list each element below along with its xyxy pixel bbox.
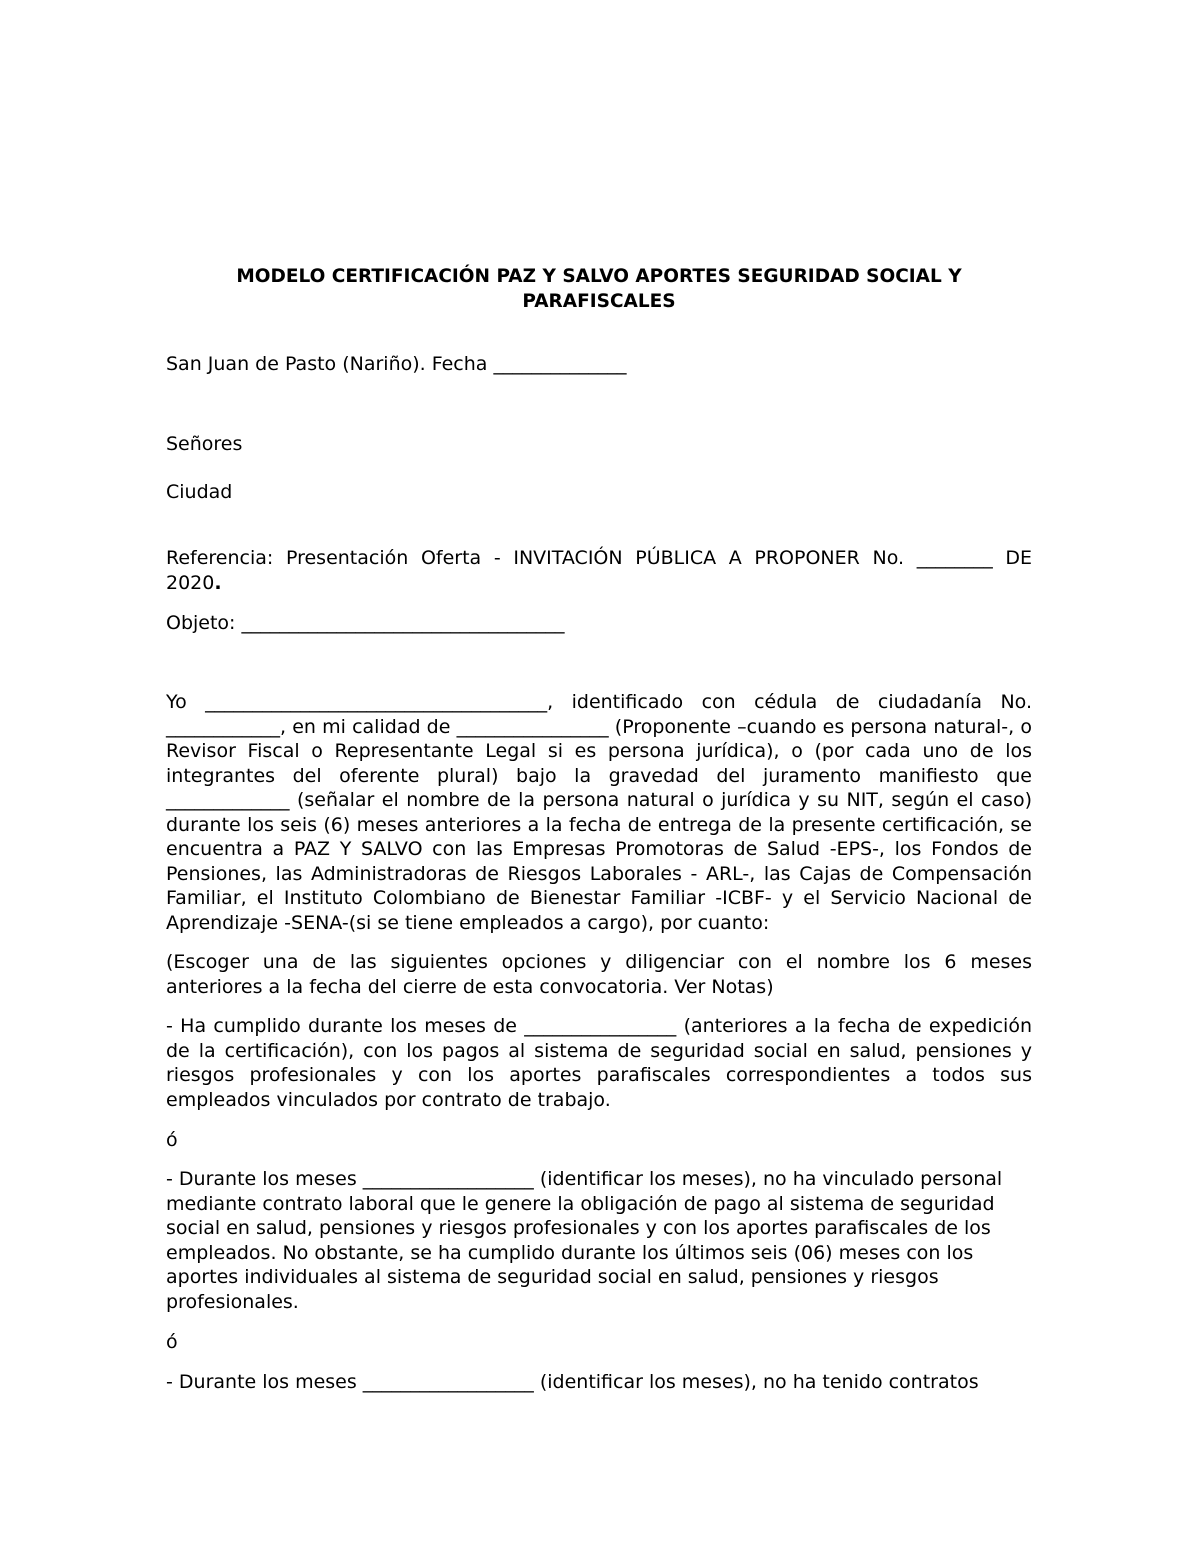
or-separator-1: ó (166, 1129, 178, 1151)
reference-period: . (214, 571, 222, 594)
reference-paragraph (166, 546, 1032, 595)
reference-line-2 (166, 571, 1032, 596)
title-line-2: PARAFISCALES (522, 291, 676, 312)
instruction-paragraph: (Escoger una de las siguientes opciones y diligenciar con el nombre los 6 meses anteriores a la fecha del cierre de esta convocatoria. Ver Notas) (166, 951, 1032, 998)
reference-line-1: Referencia: Presentación Oferta - INVITACIÓN PÚBLICA A PROPONER No. ________ DE (166, 547, 1032, 569)
option-2-paragraph: - Durante los meses __________________ (identificar los meses), no ha vinculado personal mediante contrato laboral que le genere la obligación de pago al sistema de seguridad social en salud, pensiones y riesgos profesionales y con los aportes parafiscales de los empleados. No obstante, se ha cumplido durante los últimos seis (06) meses con los aportes individuales al sistema de seguridad social en salud, pensiones y riesgos profesionales. (166, 1168, 1003, 1313)
object-line: Objeto: __________________________________ (166, 612, 565, 634)
or-separator-2: ó (166, 1331, 178, 1353)
recipient-line: Señores (166, 433, 243, 455)
document-title (166, 264, 1032, 314)
city-line: Ciudad (166, 481, 233, 503)
declaration-paragraph: Yo ____________________________________, identificado con cédula de ciudadanía No. ____________, en mi calidad de ________________ (Proponente –cuando es persona natural-, o Revisor Fiscal o Representante Legal si es persona jurídica), o (por cada uno de los integrantes del oferente plural) bajo la gravedad del juramento manifiesto que _____________ (señalar el nombre de la persona natural o jurídica y su NIT, según el caso) durante los seis (6) meses anteriores a la fecha de entrega de la presente certificación, se encuentra a PAZ Y SALVO con las Empresas Promotoras de Salud -EPS-, los Fondos de Pensiones, las Administradoras de Riesgos Laborales - ARL-, las Cajas de Compensación Familiar, el Instituto Colombiano de Bienestar Familiar -ICBF- y el Servicio Nacional de Aprendizaje -SENA-(si se tiene empleados a cargo), por cuanto: (166, 691, 1032, 934)
option-3-paragraph: - Durante los meses __________________ (identificar los meses), no ha tenido contratos (166, 1371, 979, 1393)
option-1-paragraph: - Ha cumplido durante los meses de ________________ (anteriores a la fecha de expedición de la certificación), con los pagos al sistema de seguridad social en salud, pensiones y riesgos profesionales y con los aportes parafiscales correspondientes a todos sus empleados vinculados por contrato de trabajo. (166, 1015, 1032, 1111)
title-line-1: MODELO CERTIFICACIÓN PAZ Y SALVO APORTES SEGURIDAD SOCIAL Y (236, 266, 962, 287)
place-date-line: San Juan de Pasto (Nariño). Fecha ______________ (166, 353, 627, 375)
reference-year: 2020 (166, 571, 215, 594)
